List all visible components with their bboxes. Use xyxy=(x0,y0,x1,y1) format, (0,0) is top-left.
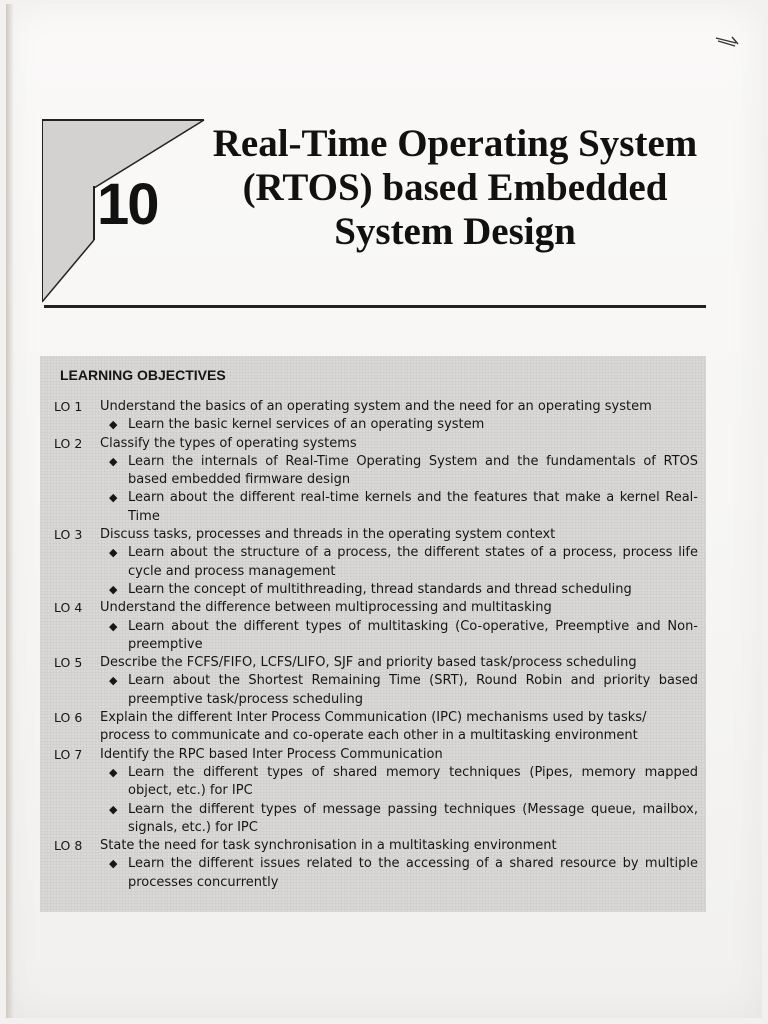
objective-item xyxy=(54,599,698,654)
objective-text: Identify the RPC based Inter Process Communication xyxy=(100,746,443,762)
objective-item xyxy=(54,746,698,837)
sub-objective-text: Learn about the different real-time kernels and the features that make a kernel Real-Time xyxy=(128,490,698,524)
objective-text: Discuss tasks, processes and threads in the operating system context xyxy=(100,527,556,543)
objectives-list xyxy=(54,398,698,892)
objective-text: Explain the different Inter Process Communication (IPC) mechanisms used by tasks/ process to communicate and co-operate each other in a multitasking environment xyxy=(100,710,647,744)
sub-objective-list xyxy=(100,764,698,837)
sub-objective-item xyxy=(100,581,698,599)
diamond-bullet-icon: ◆ xyxy=(109,582,118,596)
objective-code: LO 5 xyxy=(54,655,83,671)
objectives-heading: LEARNING OBJECTIVES xyxy=(60,367,226,383)
chapter-title: Real-Time Operating System (RTOS) based Embedded System Design xyxy=(212,122,698,253)
title-divider xyxy=(44,305,706,308)
diamond-bullet-icon: ◆ xyxy=(109,546,118,560)
pencil-mark-icon xyxy=(714,34,740,48)
objective-item xyxy=(54,654,698,709)
sub-objective-text: Learn the different issues related to the accessing of a shared resource by multiple processes concurrently xyxy=(128,856,698,890)
objective-text: Describe the FCFS/FIFO, LCFS/LIFO, SJF and priority based task/process scheduling xyxy=(100,655,637,671)
objective-text: State the need for task synchronisation in a multitasking environment xyxy=(100,838,557,854)
sub-objective-text: Learn about the structure of a process, the different states of a process, process life cycle and process management xyxy=(128,545,698,579)
objective-code: LO 3 xyxy=(54,527,83,543)
objective-code: LO 7 xyxy=(54,746,83,762)
objective-code: LO 1 xyxy=(54,399,83,414)
sub-objective-list xyxy=(100,544,698,599)
sub-objective-text: Learn about the different types of multitasking (Co-operative, Preemptive and Non-preemptive xyxy=(128,618,698,652)
sub-objective-item xyxy=(100,764,698,801)
diamond-bullet-icon: ◆ xyxy=(109,454,118,468)
objective-code: LO 8 xyxy=(54,838,83,854)
sub-objective-text: Learn the basic kernel services of an operating system xyxy=(128,417,485,433)
objective-text: Understand the basics of an operating system and the need for an operating system xyxy=(100,399,652,414)
diamond-bullet-icon: ◆ xyxy=(109,802,118,816)
objective-code: LO 2 xyxy=(54,435,83,451)
sub-objective-text: Learn the concept of multithreading, thread standards and thread scheduling xyxy=(128,581,632,597)
objective-item xyxy=(54,398,698,435)
sub-objective-item xyxy=(100,489,698,526)
diamond-bullet-icon: ◆ xyxy=(109,674,118,688)
objective-text: Classify the types of operating systems xyxy=(100,435,357,451)
sub-objective-item xyxy=(100,855,698,892)
diamond-bullet-icon: ◆ xyxy=(109,418,118,432)
sub-objective-text: Learn the different types of message passing techniques (Message queue, mailbox, signals, etc.) for IPC xyxy=(128,801,698,835)
objective-code: LO 6 xyxy=(54,710,83,726)
objective-code: LO 4 xyxy=(54,600,83,616)
sub-objective-item xyxy=(100,544,698,581)
diamond-bullet-icon: ◆ xyxy=(109,491,118,505)
sub-objective-item xyxy=(100,618,698,655)
sub-objective-list xyxy=(100,618,698,655)
sub-objective-item xyxy=(100,801,698,838)
sub-objective-list xyxy=(100,855,698,892)
sub-objective-list xyxy=(100,453,698,526)
sub-objective-text: Learn about the Shortest Remaining Time (SRT), Round Robin and priority based preemptive task/process scheduling xyxy=(128,673,698,707)
sub-objective-list xyxy=(100,672,698,709)
objective-item xyxy=(54,837,698,892)
learning-objectives-box xyxy=(40,356,706,912)
sub-objective-item xyxy=(100,672,698,709)
sub-objective-item xyxy=(100,416,698,434)
objective-text: Understand the difference between multiprocessing and multitasking xyxy=(100,600,552,616)
chapter-number-block xyxy=(42,116,206,304)
objective-item xyxy=(54,709,698,746)
sub-objective-text: Learn the internals of Real-Time Operating System and the fundamentals of RTOS based embedded firmware design xyxy=(128,453,698,488)
diamond-bullet-icon: ◆ xyxy=(109,619,118,633)
diamond-bullet-icon: ◆ xyxy=(109,857,118,871)
diamond-bullet-icon: ◆ xyxy=(109,765,118,779)
chapter-number: 10 xyxy=(97,172,158,237)
sub-objective-text: Learn the different types of shared memory techniques (Pipes, memory mapped object, etc.) for IPC xyxy=(128,764,698,799)
objective-item xyxy=(54,526,698,599)
page-edge-shadow xyxy=(6,4,14,1018)
sub-objective-item xyxy=(100,453,698,490)
sub-objective-list xyxy=(100,416,698,434)
objective-item xyxy=(54,435,698,526)
